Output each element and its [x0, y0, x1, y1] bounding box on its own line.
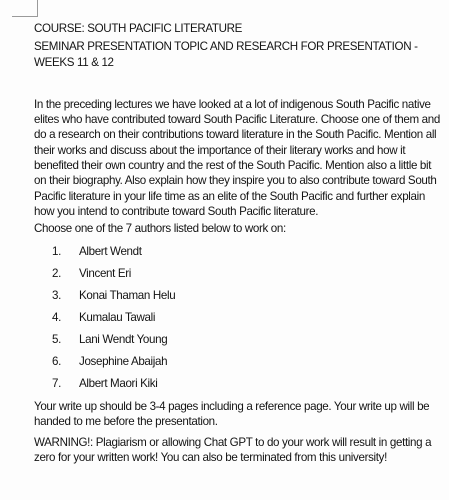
- author-list: [34, 241, 446, 395]
- course-title: COURSE: SOUTH PACIFIC LITERATURE: [34, 22, 243, 35]
- author-number: 3.: [52, 288, 61, 302]
- author-number: 7.: [52, 376, 61, 390]
- choose-prompt: Choose one of the 7 authors listed below to work on:: [34, 222, 286, 236]
- document-body: [34, 21, 446, 466]
- writeup-note: Your write up should be 3-4 pages including a reference page. Your write up will be handed to me before the presentation.: [34, 399, 430, 428]
- author-number: 1.: [52, 244, 61, 258]
- author-name: Albert Wendt: [79, 244, 142, 258]
- list-item: [34, 307, 446, 329]
- list-item: [34, 351, 446, 373]
- author-number: 2.: [52, 266, 61, 280]
- page-corner-marker-vertical: [37, 0, 38, 17]
- list-item: [34, 241, 446, 263]
- page-corner-marker-horizontal: [12, 16, 38, 17]
- author-name: Josephine Abaijah: [79, 354, 168, 368]
- author-name: Konai Thaman Helu: [79, 288, 176, 302]
- list-item: [34, 373, 446, 395]
- author-number: 4.: [52, 310, 61, 324]
- warning-notice: WARNING!: Plagiarism or allowing Chat GPT to do your work will result in getting a zero for your written work! You can also be terminated from this university!: [34, 436, 432, 465]
- author-name: Albert Maori Kiki: [79, 376, 158, 390]
- list-item: [34, 329, 446, 351]
- instructions-paragraph: In the preceding lectures we have looked at a lot of indigenous South Pacific native elites who have contributed toward South Pacific Literature. Choose one of them and do a research on their contributions toward literature in the South Pacific. Mention all their works and discuss about the importance of their literary works and how it benefited their own country and the rest of the South Pacific. Mention also a little bit on their biography. Also explain how they inspire you to also contribute toward South Pacific literature in your life time as an elite of the South Pacific and further explain how you intend to contribute toward South Pacific literature.: [34, 97, 440, 218]
- seminar-title: SEMINAR PRESENTATION TOPIC AND RESEARCH FOR PRESENTATION - WEEKS 11 & 12: [34, 40, 418, 69]
- author-number: 5.: [52, 332, 61, 346]
- author-name: Kumalau Tawali: [79, 310, 156, 324]
- list-item: [34, 263, 446, 285]
- author-number: 6.: [52, 354, 61, 368]
- list-item: [34, 285, 446, 307]
- author-name: Vincent Eri: [79, 266, 132, 280]
- author-name: Lani Wendt Young: [79, 332, 168, 346]
